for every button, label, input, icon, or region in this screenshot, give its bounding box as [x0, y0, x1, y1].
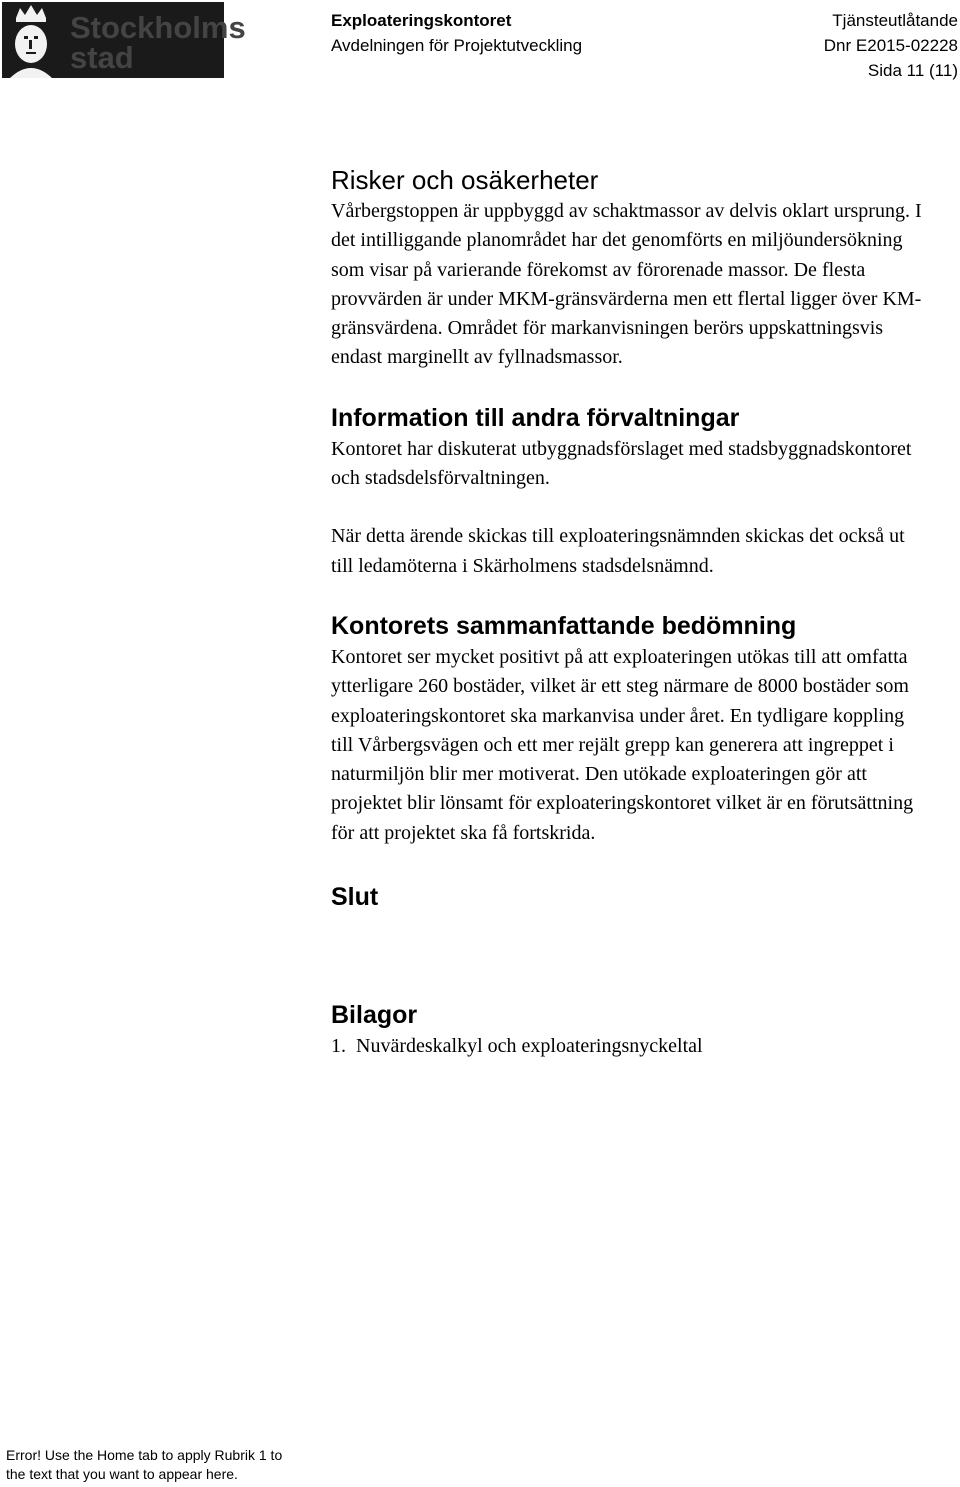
- heading-assessment: Kontorets sammanfattande bedömning: [331, 611, 797, 640]
- logo-text-line1: Stockholms: [70, 10, 246, 45]
- section-end: [331, 880, 931, 914]
- heading-info: Information till andra förvaltningar: [331, 403, 740, 432]
- document-type: Tjänsteutlåtande: [832, 11, 958, 30]
- footer-line-2: the text that you want to appear here.: [6, 1466, 238, 1482]
- page-number: Sida 11 (11): [867, 61, 958, 80]
- header-right: [824, 8, 958, 83]
- heading-end: Slut: [331, 883, 379, 912]
- footer: [6, 1446, 282, 1484]
- heading-risks: Risker och osäkerheter: [331, 165, 599, 195]
- section-info: [331, 401, 931, 581]
- org-name: Exploateringskontoret: [331, 11, 512, 30]
- header-left: [331, 8, 582, 58]
- logo-text-line2: stad: [70, 40, 134, 75]
- document-body: [331, 163, 931, 1061]
- section-risks: [331, 163, 931, 373]
- department-name: Avdelningen för Projektutveckling: [331, 36, 583, 55]
- paragraph-info-1: Kontoret har diskuterat utbyggnadsförslaget med stadsbyggnadskontoret och stadsdelsförvaltningen.: [331, 437, 912, 490]
- section-attachments: [331, 998, 931, 1061]
- paragraph-risks: Vårbergstoppen är uppbyggd av schaktmassor av delvis oklart ursprung. I det intilliggande planområdet har det genomförts en miljöundersökning som visar på varierande förekomst av förorenade massor. De flesta provvärden är under MKM-gränsvärderna men ett flertal ligger över KM-gränsvärdena. Området för markanvisningen berörs uppskattningsvis endast marginellt av fyllnadsmassor.: [331, 200, 922, 369]
- footer-line-1: Error! Use the Home tab to apply Rubrik 1 to: [6, 1447, 283, 1463]
- reference-number: Dnr E2015-02228: [823, 36, 958, 55]
- stockholms-stad-logo: [2, 2, 246, 78]
- crown-head-emblem-icon: [2, 2, 246, 78]
- paragraph-assessment: Kontoret ser mycket positivt på att exploateringen utökas till att omfatta ytterligare 260 bostäder, vilket är ett steg närmare de 8000 bostäder som exploateringskontoret ska markanvisa under året. En tydligare koppling till Vårbergsvägen och ett mer rejält grepp kan generera att ingreppet i naturmiljön blir mer motiverat. Den utökade exploateringen gör att projektet blir lönsamt för exploateringskontoret vilket är en förutsättning för att projektet ska få fortskrida.: [331, 645, 914, 844]
- paragraph-info-2: När detta ärende skickas till exploateringsnämnden skickas det också ut till ledamöterna i Skärholmens stadsdelsnämnd.: [331, 525, 905, 577]
- attachment-item: 1. Nuvärdeskalkyl och exploateringsnyckeltal: [331, 1035, 703, 1058]
- heading-attachments: Bilagor: [331, 1001, 418, 1030]
- section-assessment: [331, 609, 931, 848]
